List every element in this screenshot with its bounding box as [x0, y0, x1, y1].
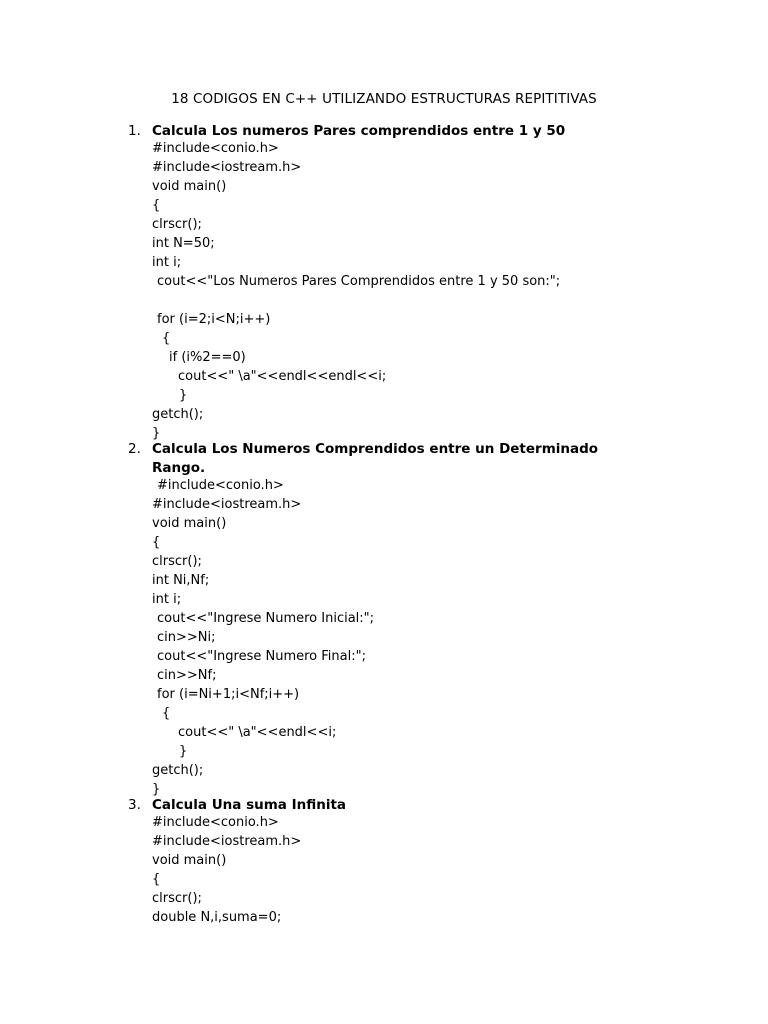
code-line: int i;: [152, 592, 182, 607]
document-title: 18 CODIGOS EN C++ UTILIZANDO ESTRUCTURAS REPITITIVAS: [171, 91, 597, 107]
code-line: int Ni,Nf;: [152, 573, 210, 588]
code-line: cout<<"Ingrese Numero Final:";: [157, 649, 366, 664]
code-line: cout<<" \a"<<endl<<endl<<i;: [178, 369, 387, 384]
code-line: cout<<" \a"<<endl<<i;: [178, 725, 337, 740]
code-line: int N=50;: [152, 236, 215, 251]
code-line: double N,i,suma=0;: [152, 910, 282, 925]
code-line: clrscr();: [152, 891, 202, 906]
code-line: cout<<"Ingrese Numero Inicial:";: [157, 611, 375, 626]
code-line: }: [179, 388, 188, 403]
code-line: #include<iostream.h>: [152, 834, 302, 849]
code-line: void main(): [152, 516, 227, 531]
code-line: }: [179, 744, 188, 759]
code-line: if (i%2==0): [169, 350, 246, 365]
code-line: for (i=Ni+1;i<Nf;i++): [157, 687, 300, 702]
code-line: int i;: [152, 255, 182, 270]
code-line: {: [152, 535, 161, 550]
code-line: #include<conio.h>: [152, 141, 279, 156]
code-line: #include<conio.h>: [152, 815, 279, 830]
code-line: #include<iostream.h>: [152, 497, 302, 512]
code-line: void main(): [152, 853, 227, 868]
code-line: }: [152, 426, 161, 441]
code-line: clrscr();: [152, 217, 202, 232]
code-line: for (i=2;i<N;i++): [157, 312, 271, 327]
code-line: getch();: [152, 763, 204, 778]
section-number: 2.: [128, 441, 141, 457]
code-line: {: [152, 198, 161, 213]
code-line: #include<iostream.h>: [152, 160, 302, 175]
code-line: {: [162, 706, 171, 721]
section-number: 1.: [128, 123, 141, 139]
section-number: 3.: [128, 797, 141, 813]
code-line: {: [152, 872, 161, 887]
code-line: clrscr();: [152, 554, 202, 569]
code-line: #include<conio.h>: [157, 478, 284, 493]
code-line: cin>>Ni;: [157, 630, 216, 645]
code-line: void main(): [152, 179, 227, 194]
code-line: }: [152, 782, 161, 797]
code-line: {: [162, 331, 171, 346]
code-line: getch();: [152, 407, 204, 422]
section-title: Calcula Una suma Infinita: [152, 797, 347, 813]
code-line: cout<<"Los Numeros Pares Comprendidos entre 1 y 50 son:";: [157, 274, 561, 289]
code-line: cin>>Nf;: [157, 668, 217, 683]
section-title: Calcula Los Numeros Comprendidos entre un Determinado Rango.: [152, 441, 599, 476]
section-title: Calcula Los numeros Pares comprendidos entre 1 y 50: [152, 123, 566, 139]
